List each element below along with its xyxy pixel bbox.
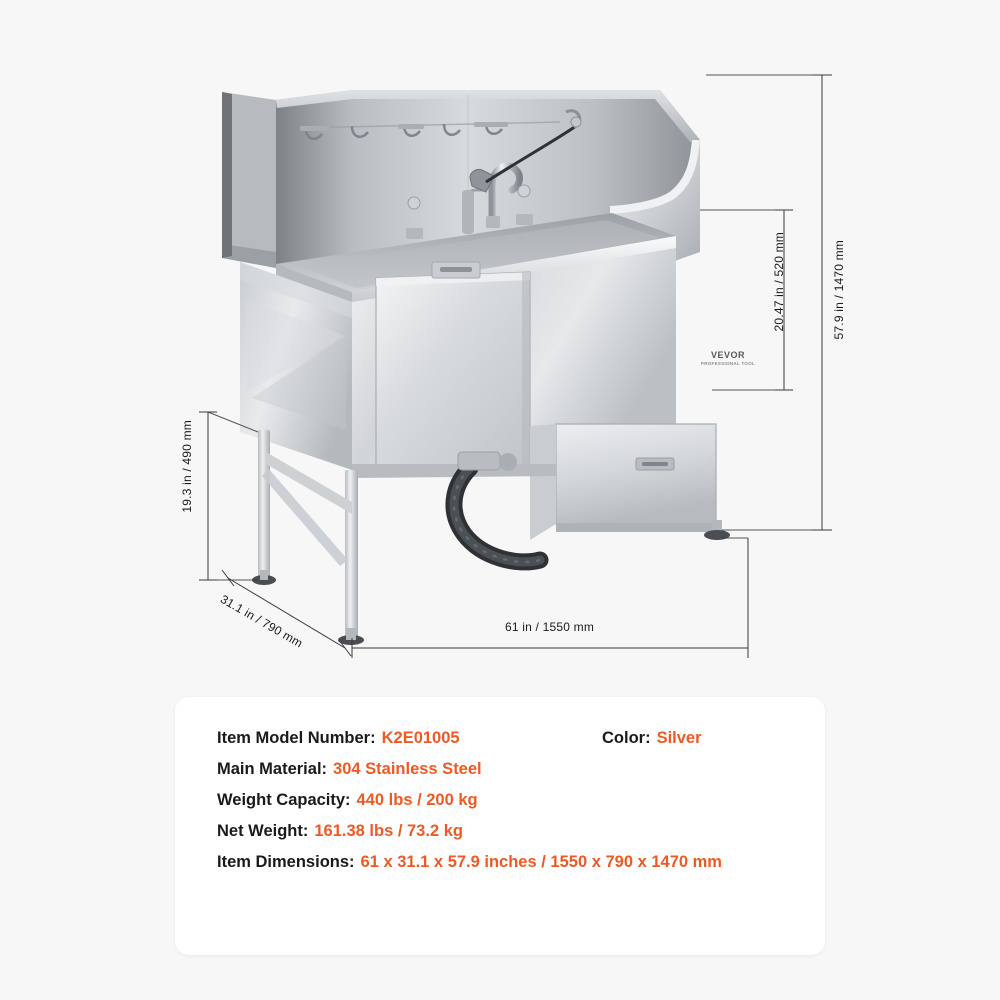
spec-value-weight-capacity: 440 lbs / 200 kg — [356, 791, 478, 809]
specifications-card — [175, 697, 825, 955]
spec-label-net-weight: Net Weight: — [217, 822, 309, 840]
dimension-label-backsplash-height: 20.47 in / 520 mm — [772, 232, 786, 332]
spec-row-item-dimensions — [217, 853, 805, 872]
spec-row-main-material — [217, 760, 805, 779]
specifications-list — [217, 729, 805, 884]
spec-row-net-weight — [217, 822, 805, 841]
spec-value-item-model-number: K2E01005 — [381, 729, 460, 747]
dimension-label-leg-height: 19.3 in / 490 mm — [180, 420, 194, 513]
brand-name: VEVOR — [710, 350, 745, 360]
spec-row-weight-capacity — [217, 791, 805, 810]
dimension-label-height-total: 57.9 in / 1470 mm — [832, 240, 846, 340]
spec-value-main-material: 304 Stainless Steel — [333, 760, 482, 778]
spec-value-item-dimensions: 61 x 31.1 x 57.9 inches / 1550 x 790 x 1470 mm — [360, 853, 722, 871]
dimension-label-width: 61 in / 1550 mm — [505, 620, 595, 634]
spec-label-weight-capacity: Weight Capacity: — [217, 791, 351, 809]
spec-label-color: Color: — [602, 729, 651, 747]
spec-value-color: Silver — [656, 729, 702, 747]
spec-label-main-material: Main Material: — [217, 760, 328, 778]
dimension-label-depth: 31.1 in / 790 mm — [218, 592, 306, 651]
spec-row-item-model-number — [217, 729, 805, 748]
spec-value-net-weight: 161.38 lbs / 73.2 kg — [314, 822, 463, 840]
brand-tagline: PROFESSIONAL TOOL — [700, 361, 756, 366]
spec-label-item-model-number: Item Model Number: — [217, 729, 376, 747]
spec-label-item-dimensions: Item Dimensions: — [217, 853, 355, 871]
spec-row-color — [602, 729, 702, 748]
brand-plate — [700, 350, 756, 366]
